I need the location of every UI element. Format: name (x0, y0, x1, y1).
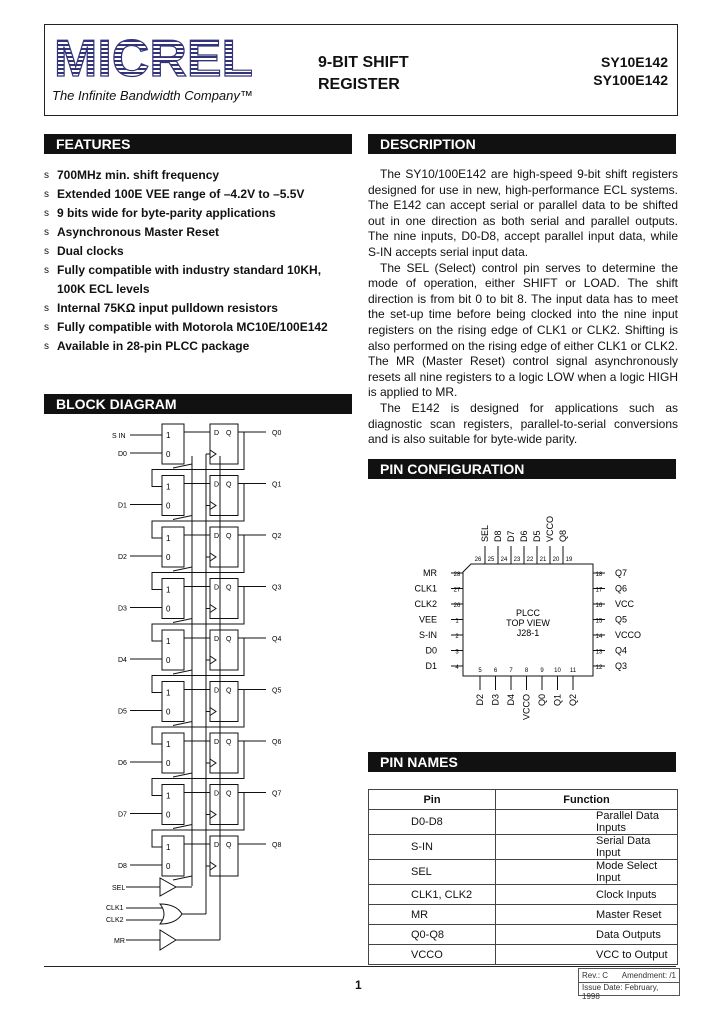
d-input-label: D8 (118, 863, 127, 870)
clock-edge-icon (210, 708, 216, 716)
pin-number: 24 (500, 557, 508, 563)
pin-number: 1 (455, 618, 459, 625)
table-row: CLK1, CLK2 Clock Inputs (369, 885, 678, 905)
clock-edge-icon (210, 450, 216, 458)
q-output-label: Q0 (272, 430, 282, 437)
revision-line: Rev.: C Amendment: /1 (582, 971, 676, 980)
pin-number: 12 (595, 665, 603, 671)
pin-number: 9 (540, 668, 544, 674)
feedback-wire (152, 741, 244, 796)
bullet-icon: s (44, 170, 49, 181)
ff-q-label: Q (226, 842, 232, 849)
mux-label-1: 1 (166, 482, 171, 492)
pin-config-heading: PIN CONFIGURATION (368, 459, 676, 479)
ff-q-label: Q (226, 481, 232, 489)
ff-d-label: D (214, 430, 220, 437)
part-number-1: SY10E142 (601, 54, 668, 70)
block-diagram-heading: BLOCK DIAGRAM (44, 394, 352, 414)
feedback-wire (152, 687, 244, 745)
d-input-label: D5 (118, 708, 127, 716)
serial-input-label: S IN (112, 433, 126, 440)
sel-wire (173, 722, 192, 726)
feedback-wire (152, 790, 244, 848)
pin-number: 20 (552, 557, 560, 563)
pin-label: D3 (490, 694, 501, 706)
mux-label-0: 0 (166, 707, 171, 717)
bullet-icon: s (44, 303, 49, 314)
description-text (368, 167, 678, 448)
pin-label: Q2 (568, 694, 578, 707)
pin-number: 14 (595, 634, 603, 640)
mux-label-0: 0 (166, 656, 171, 665)
pin-label: MR (423, 568, 437, 578)
mux-label-1: 1 (166, 431, 171, 440)
description-paragraph: The E142 is designed for applications such as diagnostic scan registers, parallel-to-serial conversions and is also suitable for byte-wide parity. (368, 400, 678, 447)
clock-edge-icon (210, 759, 216, 767)
ff-q-label: Q (226, 636, 232, 643)
bullet-icon: s (44, 265, 49, 276)
pin-number: 23 (513, 557, 521, 563)
pin-number: 28 (453, 572, 461, 578)
pin-number: 18 (595, 572, 603, 578)
pin-number: 27 (453, 587, 461, 594)
feedback-wire (152, 432, 244, 487)
table-row: Q0-Q8 Data Outputs (369, 925, 678, 945)
mux-label-1: 1 (166, 740, 171, 749)
pin-number: 26 (453, 603, 461, 609)
package-type: PLCC (515, 608, 541, 618)
ff-d-label: D (214, 636, 220, 643)
mux-label-1: 1 (166, 585, 171, 595)
pin-label: VCCO (545, 515, 555, 542)
clock-edge-icon (210, 811, 216, 819)
bullet-icon: s (44, 208, 49, 219)
block-diagram (44, 416, 354, 956)
pin-label: D8 (493, 530, 503, 542)
ff-d-label: D (214, 842, 220, 849)
sel-wire (173, 825, 192, 829)
tagline: The Infinite Bandwidth Company™ (52, 88, 253, 103)
d-input-label: D2 (118, 554, 127, 561)
table-row: VCCO VCC to Output (369, 945, 678, 965)
or-gate-icon (160, 904, 182, 924)
table-row: S-IN Serial Data Input (369, 835, 678, 860)
pin-label: S-IN (419, 630, 437, 640)
package-view: TOP VIEW (506, 618, 550, 628)
issue-date: Issue Date: February, 1998 (579, 982, 679, 1001)
pin-label: Q6 (615, 583, 628, 594)
d-input-label: D4 (118, 657, 127, 664)
pin-number: 25 (487, 557, 495, 563)
q-output-label: Q8 (272, 842, 282, 849)
pin-label: D0 (425, 645, 437, 656)
pin-label: D4 (506, 694, 516, 706)
pin-label: CLK1 (414, 583, 437, 594)
feature-item: s Internal 75KΩ input pulldown resistors (44, 299, 354, 318)
title-line-1: 9-BIT SHIFT (318, 54, 409, 71)
pin-label: VEE (418, 614, 437, 625)
q-output-label: Q1 (272, 481, 282, 489)
micrel-logo (52, 32, 252, 87)
ff-q-label: Q (226, 533, 232, 540)
features-heading: FEATURES (44, 134, 352, 154)
d-input-label: D1 (118, 502, 127, 510)
plcc-diagram (368, 480, 678, 742)
package-code: J28-1 (516, 628, 540, 638)
clk1-label: CLK1 (106, 905, 124, 912)
sel-wire (173, 567, 192, 571)
mux-label-0: 0 (166, 604, 171, 614)
mux-label-0: 0 (166, 501, 171, 511)
pin-number: 16 (595, 603, 603, 609)
page-number: 1 (355, 978, 362, 992)
q-output-label: Q5 (272, 687, 282, 695)
ff-d-label: D (214, 584, 220, 592)
feedback-wire (152, 584, 244, 642)
clock-edge-icon (210, 862, 216, 870)
pin-number: 4 (455, 665, 459, 671)
bullet-icon: s (44, 189, 49, 200)
pin-number: 11 (569, 668, 577, 674)
clock-edge-icon (210, 605, 216, 613)
pin-label: VCC (615, 599, 635, 609)
feature-item: s Extended 100E VEE range of –4.2V to –5.5V (44, 185, 354, 204)
column-header-function: Function (496, 790, 678, 810)
part-numbers (593, 53, 668, 89)
ff-q-label: Q (226, 687, 232, 695)
pin-number: 6 (493, 668, 498, 674)
pin-number: 26 (474, 557, 482, 563)
feedback-wire (152, 638, 244, 693)
ff-q-label: Q (226, 430, 232, 437)
mux-label-1: 1 (166, 791, 171, 801)
revision-box (578, 968, 680, 1001)
pin-label: Q8 (558, 529, 568, 542)
feature-item: s 700MHz min. shift frequency (44, 166, 354, 185)
pin-label: Q1 (552, 694, 563, 707)
description-paragraph: The SY10/100E142 are high-speed 9-bit shift registers designed for use in new, high-performance ECL systems. The E142 can accept serial or parallel data to be shifted out in one direction as both serial and parallel outputs. The nine inputs, D0-D8, accept parallel input data, while S-IN accepts serial input data. (368, 167, 678, 259)
sel-wire (173, 876, 192, 880)
pin-label: CLK2 (414, 599, 437, 609)
mux-label-0: 0 (166, 862, 171, 871)
feature-item: s Asynchronous Master Reset (44, 223, 354, 242)
table-row: SEL Mode Select Input (369, 860, 678, 885)
pin-label: VCCO (615, 630, 642, 640)
pin-number: 22 (526, 557, 534, 563)
ff-d-label: D (214, 481, 220, 489)
pin-number: 5 (478, 668, 482, 674)
q-output-label: Q4 (272, 636, 282, 643)
d-input-label: D0 (118, 451, 127, 458)
pin-number: 8 (524, 668, 529, 674)
sel-wire (173, 670, 192, 674)
sel-wire (173, 619, 192, 623)
sel-wire (173, 516, 192, 520)
pin-label: Q5 (615, 614, 628, 625)
bullet-icon: s (44, 246, 49, 257)
part-number-2: SY100E142 (593, 72, 668, 88)
logo-icon (52, 32, 252, 82)
pin-label: VCCO (521, 694, 532, 721)
ff-d-label: D (214, 739, 220, 746)
feature-item: s Available in 28-pin PLCC package (44, 337, 354, 356)
clock-edge-icon (210, 553, 216, 561)
ff-q-label: Q (226, 790, 232, 798)
pin-number: 3 (455, 649, 459, 656)
mux-label-1: 1 (166, 843, 171, 852)
feature-item: s Dual clocks (44, 242, 354, 261)
d-input-label: D7 (118, 811, 127, 819)
bullet-icon: s (44, 322, 49, 333)
bullet-icon: s (44, 227, 49, 238)
pin-number: 15 (595, 618, 603, 625)
table-row: D0-D8 Parallel Data Inputs (369, 810, 678, 835)
pin-number: 21 (539, 557, 547, 563)
sel-wire (173, 773, 192, 777)
mr-buffer-icon (160, 930, 176, 950)
q-output-label: Q3 (272, 584, 282, 592)
pin-number: 10 (554, 668, 561, 674)
pin-label: D7 (506, 530, 516, 542)
ff-d-label: D (214, 790, 220, 798)
mux-label-0: 0 (166, 553, 171, 562)
clk2-label: CLK2 (106, 917, 124, 924)
d-input-label: D6 (118, 760, 127, 767)
pin-label: Q0 (537, 694, 547, 707)
feature-item: s Fully compatible with Motorola MC10E/100E142 (44, 318, 354, 337)
clock-edge-icon (210, 502, 216, 510)
pin-number: 7 (509, 668, 513, 674)
pin-label: Q7 (615, 568, 628, 578)
pin-label: D1 (425, 661, 437, 671)
ff-q-label: Q (226, 584, 232, 592)
d-input-label: D3 (118, 605, 127, 613)
pin-label: Q3 (615, 661, 628, 671)
pin-number: 19 (565, 557, 573, 563)
feedback-wire (152, 481, 244, 539)
mux-label-0: 0 (166, 810, 171, 820)
sel-label: SEL (112, 885, 126, 892)
pin-names-table (368, 789, 678, 965)
bullet-icon: s (44, 341, 49, 352)
q-output-label: Q6 (272, 739, 282, 746)
mr-label: MR (114, 938, 125, 945)
pin-label: D6 (519, 530, 529, 542)
pin-label: D2 (475, 694, 485, 706)
mux-label-0: 0 (166, 759, 171, 768)
q-output-label: Q7 (272, 790, 282, 798)
feature-item-cont: 100K ECL levels (57, 282, 150, 296)
ff-d-label: D (214, 533, 220, 540)
ff-q-label: Q (226, 739, 232, 746)
pin-number: 17 (595, 587, 603, 594)
pin-names-heading: PIN NAMES (368, 752, 676, 772)
mux-label-1: 1 (166, 534, 171, 543)
sel-buffer-icon (160, 878, 176, 896)
feature-item: s 9 bits wide for byte-parity applications (44, 204, 354, 223)
pin-number: 2 (455, 634, 459, 640)
description-heading: DESCRIPTION (368, 134, 676, 154)
pin-label: D5 (532, 530, 542, 542)
ff-d-label: D (214, 687, 220, 695)
footer-divider (44, 966, 676, 967)
title-line-2: REGISTER (318, 76, 400, 93)
pin-label: SEL (480, 524, 490, 542)
pin-label: Q4 (615, 645, 628, 656)
features-list (44, 166, 354, 356)
svg-text:MICREL: MICREL (54, 32, 252, 82)
mux-label-1: 1 (166, 637, 171, 646)
mux-label-0: 0 (166, 450, 171, 459)
feedback-wire (152, 535, 244, 590)
table-header-row (369, 790, 678, 810)
column-header-pin: Pin (369, 790, 496, 810)
clock-edge-icon (210, 656, 216, 664)
mux-label-1: 1 (166, 688, 171, 698)
table-row: MR Master Reset (369, 905, 678, 925)
description-paragraph: The SEL (Select) control pin serves to determine the mode of operation, either SHIFT or LOAD. The shift direction is from bit 0 to bit 8. The input data has to meet the set-up time before being clocked into the nine input registers on the rising edge of CLK1 or CLK2. Shifting is also performed on the rising edge of either CLK1 or CLK2. The MR (Master Reset) control signal asynchronously resets all nine registers to a logic LOW when a logic HIGH is applied to MR. (368, 260, 678, 400)
feature-item: s Fully compatible with industry standard 10KH, (44, 261, 354, 280)
q-output-label: Q2 (272, 533, 282, 540)
pin-number: 13 (595, 649, 603, 656)
sel-wire (173, 464, 192, 468)
doc-title (318, 52, 409, 96)
